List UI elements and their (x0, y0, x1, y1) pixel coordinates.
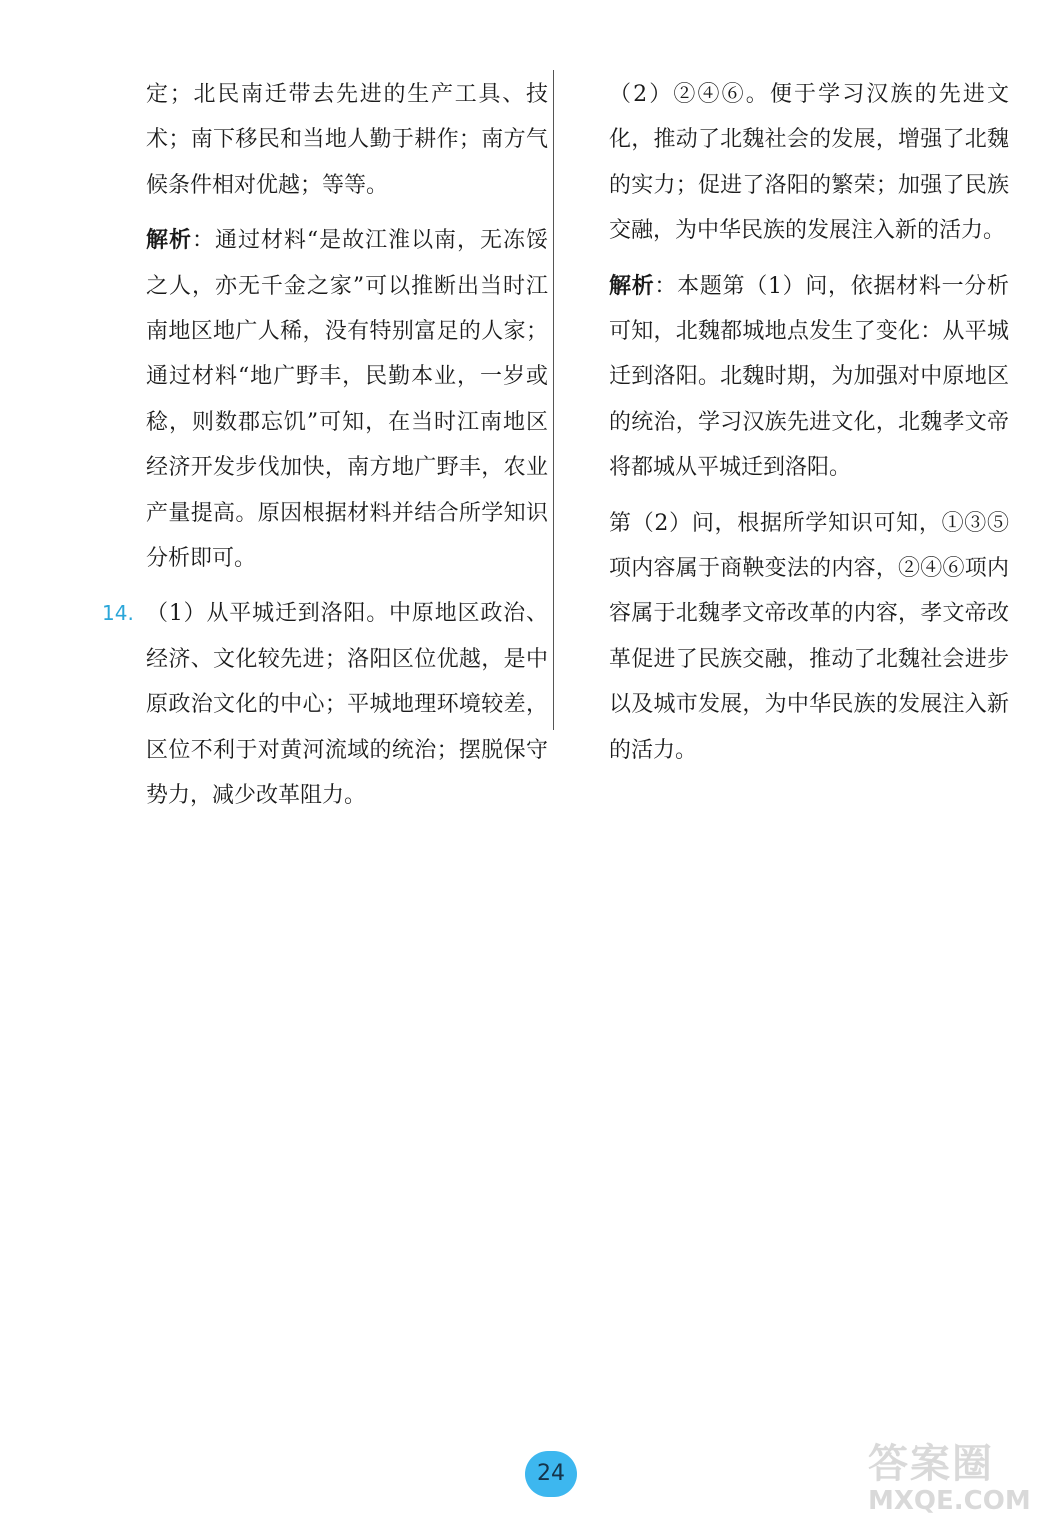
answer-14-part1: （1）从平城迁到洛阳。中原地区政治、经济、文化较先进；洛阳区位优越，是中原政治文化的中心；平城地理环境较差，区位不利于对黄河流域的统治；摆脱保守势力，减少改革阻力。 (146, 601, 548, 809)
answer-13-continuation: 定；北民南迁带去先进的生产工具、技术；南下移民和当地人勤于耕作；南方气候条件相对优越；等等。 (146, 82, 548, 198)
analysis-label: 解析 (146, 227, 192, 254)
right-column (609, 72, 1009, 783)
analysis-13 (146, 218, 548, 581)
watermark-url: MXQE.COM (868, 1486, 1031, 1516)
question-number: 14. (102, 601, 134, 626)
left-column (102, 72, 548, 829)
analysis-14-part2: 第（2）问，根据所学知识可知，①③⑤项内容属于商鞅变法的内容，②④⑥项内容属于北魏孝文帝改革的内容，孝文帝改革促进了民族交融，推动了北魏社会进步以及城市发展，为中华民族的发展注入新的活力。 (609, 510, 1009, 763)
answer-14-part2: （2）②④⑥。便于学习汉族的先进文化，推动了北魏社会的发展，增强了北魏的实力；促进了洛阳的繁荣；加强了民族交融，为中华民族的发展注入新的活力。 (609, 82, 1009, 244)
watermark-mark: 答案圈 (868, 1441, 994, 1487)
watermark-logo (868, 1442, 1033, 1522)
analysis-14 (609, 264, 1009, 491)
answer-14 (102, 591, 548, 818)
analysis-14-text-1: ：本题第（1）问，依据材料一分析可知，北魏都城地点发生了变化：从平城迁到洛阳。北魏时期，为加强对中原地区的统治，学习汉族先进文化，北魏孝文帝将都城从平城迁到洛阳。 (609, 273, 1009, 481)
page-number-badge: 24 (525, 1451, 577, 1497)
column-divider (553, 70, 554, 730)
analysis-13-text: ：通过材料“是故江淮以南，无冻馁之人，亦无千金之家”可以推断出当时江南地区地广人稀，没有特别富足的人家；通过材料“地广野丰，民勤本业，一岁或稔，则数郡忘饥”可知，在当时江南地区经济开发步伐加快，南方地广野丰，农业产量提高。原因根据材料并结合所学知识分析即可。 (146, 228, 548, 572)
analysis-label: 解析 (609, 272, 655, 299)
